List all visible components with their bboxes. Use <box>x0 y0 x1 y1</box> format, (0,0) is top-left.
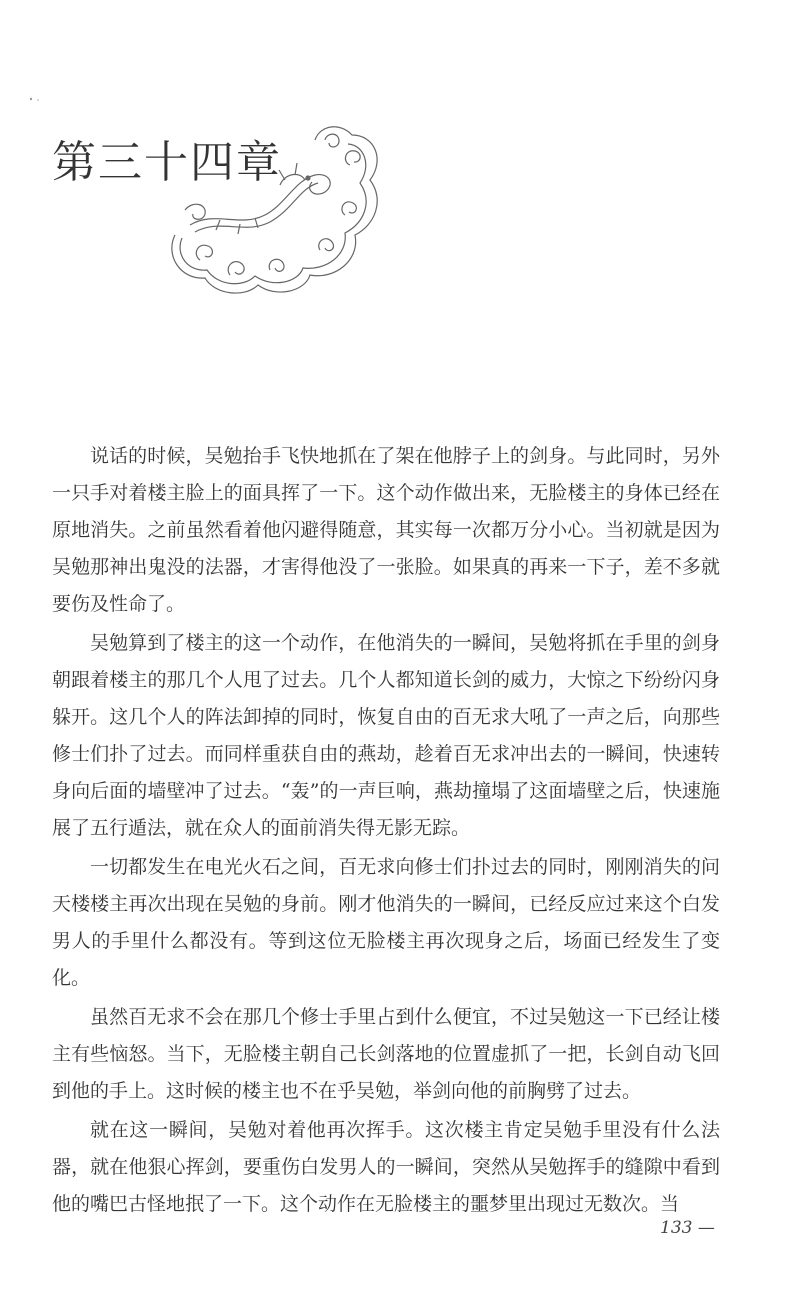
chapter-title: 第三十四章 <box>52 137 282 188</box>
chapter-body <box>52 438 720 1225</box>
scan-speck <box>28 96 42 102</box>
dragon-cloud-ornament-icon <box>160 120 395 305</box>
paragraph: 虽然百无求不会在那几个修士手里占到什么便宜，不过吴勉这一下已经让楼主有些恼怒。当下，无脸楼主朝自己长剑落地的位置虚抓了一把，长剑自动飞回到他的手上。这时候的楼主也不在乎吴勉，举剑向他的前胸劈了过去。 <box>52 1006 720 1102</box>
paragraph: 一切都发生在电光火石之间，百无求向修士们扑过去的同时，刚刚消失的问天楼楼主再次出现在吴勉的身前。刚才他消失的一瞬间，已经反应过来这个白发男人的手里什么都没有。等到这位无脸楼主再次现身之后，场面已经发生了变化。 <box>52 856 720 989</box>
paragraph: 就在这一瞬间，吴勉对着他再次挥手。这次楼主肯定吴勉手里没有什么法器，就在他狠心挥剑，要重伤白发男人的一瞬间，突然从吴勉挥手的缝隙中看到他的嘴巴古怪地抿了一下。这个动作在无脸楼主的噩梦里出现过无数次。当 <box>52 1119 720 1215</box>
paragraph: 说话的时候，吴勉抬手飞快地抓在了架在他脖子上的剑身。与此同时，另外一只手对着楼主脸上的面具挥了一下。这个动作做出来，无脸楼主的身体已经在原地消失。之前虽然看着他闪避得随意，其实每一次都万分小心。当初就是因为吴勉那神出鬼没的法器，才害得他没了一张脸。如果真的再来一下子，差不多就要伤及性命了。 <box>52 445 720 615</box>
page-number: 133 — <box>660 1218 715 1238</box>
paragraph: 吴勉算到了楼主的这一个动作，在他消失的一瞬间，吴勉将抓在手里的剑身朝跟着楼主的那几个人甩了过去。几个人都知道长剑的威力，大惊之下纷纷闪身躲开。这几个人的阵法卸掉的同时，恢复自由的百无求大吼了一声之后，向那些修士们扑了过去。而同样重获自由的燕劫，趁着百无求冲出去的一瞬间，快速转身向后面的墙壁冲了过去。“轰”的一声巨响，燕劫撞塌了这面墙壁之后，快速施展了五行遁法，就在众人的面前消失得无影无踪。 <box>52 632 720 839</box>
